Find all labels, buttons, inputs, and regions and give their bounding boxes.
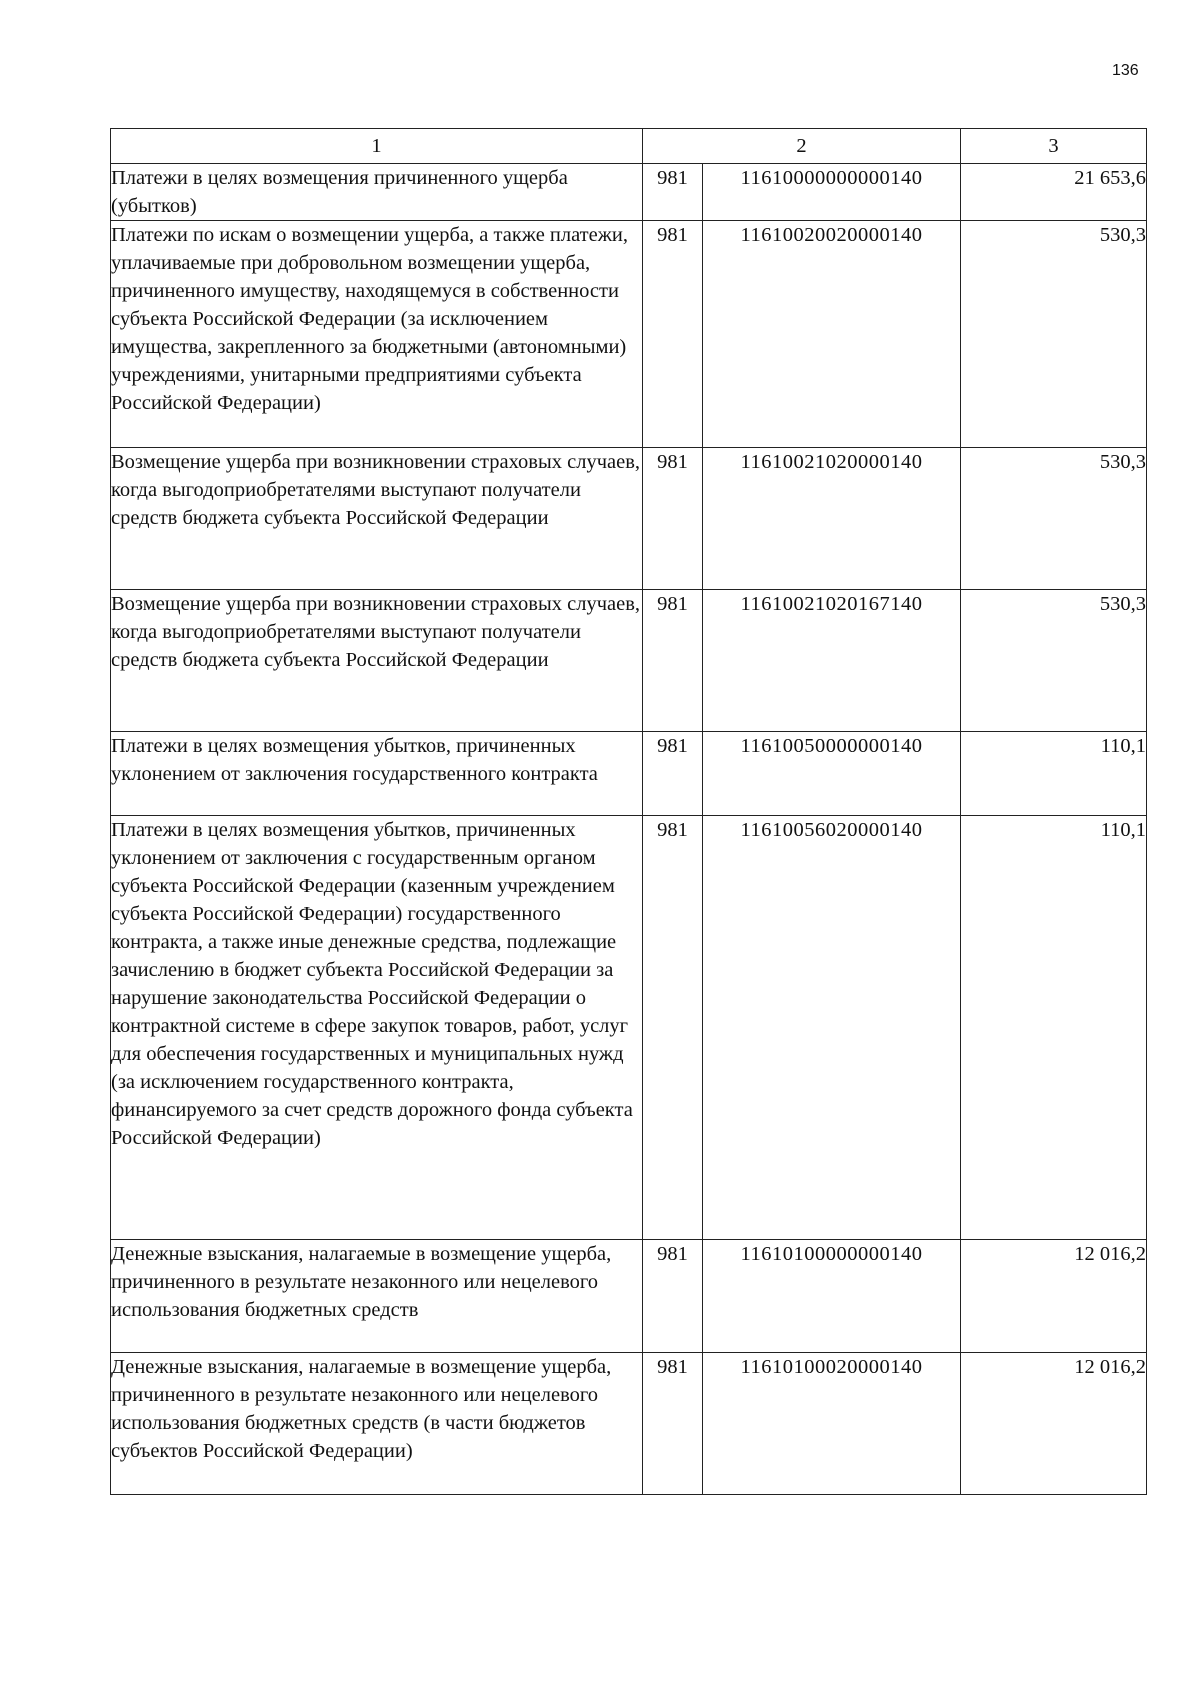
row-budget-code: 11610100020000140: [703, 1353, 961, 1495]
table-row: [111, 164, 1147, 221]
row-admin-code: 981: [643, 732, 703, 816]
row-name: Платежи в целях возмещения убытков, причиненных уклонением от заключения государственного контракта: [111, 732, 643, 816]
row-budget-code: 11610000000000140: [703, 164, 961, 221]
column-header-2: 2: [643, 129, 961, 164]
row-amount: 530,3: [961, 590, 1147, 732]
row-amount: 110,1: [961, 732, 1147, 816]
row-budget-code: 11610100000000140: [703, 1240, 961, 1353]
row-admin-code: 981: [643, 164, 703, 221]
row-admin-code: 981: [643, 816, 703, 1240]
row-amount: 530,3: [961, 448, 1147, 590]
row-name: Денежные взыскания, налагаемые в возмещение ущерба, причиненного в результате незаконного или нецелевого использования бюджетных средств: [111, 1240, 643, 1353]
row-admin-code: 981: [643, 221, 703, 448]
row-budget-code: 11610050000000140: [703, 732, 961, 816]
page-number: 136: [1112, 62, 1139, 79]
table-row: [111, 590, 1147, 732]
row-amount: 12 016,2: [961, 1240, 1147, 1353]
row-admin-code: 981: [643, 1240, 703, 1353]
column-header-1: 1: [111, 129, 643, 164]
row-name: Платежи в целях возмещения причиненного ущерба (убытков): [111, 164, 643, 221]
row-budget-code: 11610056020000140: [703, 816, 961, 1240]
table-header-row: [111, 129, 1147, 164]
row-admin-code: 981: [643, 1353, 703, 1495]
row-amount: 12 016,2: [961, 1353, 1147, 1495]
row-name: Платежи в целях возмещения убытков, причиненных уклонением от заключения с государственным органом субъекта Российской Федерации (казенным учреждением субъекта Российской Федерации) государственного контракта, а также иные денежные средства, подлежащие зачислению в бюджет субъекта Российской Федерации за нарушение законодательства Российской Федерации о контрактной системе в сфере закупок товаров, работ, услуг для обеспечения государственных и муниципальных нужд (за исключением государственного контракта, финансируемого за счет средств дорожного фонда субъекта Российской Федерации): [111, 816, 643, 1240]
table-row: [111, 816, 1147, 1240]
row-budget-code: 11610020020000140: [703, 221, 961, 448]
row-amount: 110,1: [961, 816, 1147, 1240]
row-budget-code: 11610021020000140: [703, 448, 961, 590]
row-name: Возмещение ущерба при возникновении страховых случаев, когда выгодоприобретателями выступают получатели средств бюджета субъекта Российской Федерации: [111, 590, 643, 732]
row-amount: 530,3: [961, 221, 1147, 448]
table-row: [111, 1240, 1147, 1353]
column-header-3: 3: [961, 129, 1147, 164]
revenue-table: [110, 128, 1147, 1495]
table-row: [111, 448, 1147, 590]
row-name: Возмещение ущерба при возникновении страховых случаев, когда выгодоприобретателями выступают получатели средств бюджета субъекта Российской Федерации: [111, 448, 643, 590]
table-row: [111, 221, 1147, 448]
row-name: Денежные взыскания, налагаемые в возмещение ущерба, причиненного в результате незаконного или нецелевого использования бюджетных средств (в части бюджетов субъектов Российской Федерации): [111, 1353, 643, 1495]
row-admin-code: 981: [643, 590, 703, 732]
table-row: [111, 732, 1147, 816]
row-budget-code: 11610021020167140: [703, 590, 961, 732]
row-name: Платежи по искам о возмещении ущерба, а также платежи, уплачиваемые при добровольном возмещении ущерба, причиненного имуществу, находящемуся в собственности субъекта Российской Федерации (за исключением имущества, закрепленного за бюджетными (автономными) учреждениями, унитарными предприятиями субъекта Российской Федерации): [111, 221, 643, 448]
row-amount: 21 653,6: [961, 164, 1147, 221]
table-row: [111, 1353, 1147, 1495]
row-admin-code: 981: [643, 448, 703, 590]
